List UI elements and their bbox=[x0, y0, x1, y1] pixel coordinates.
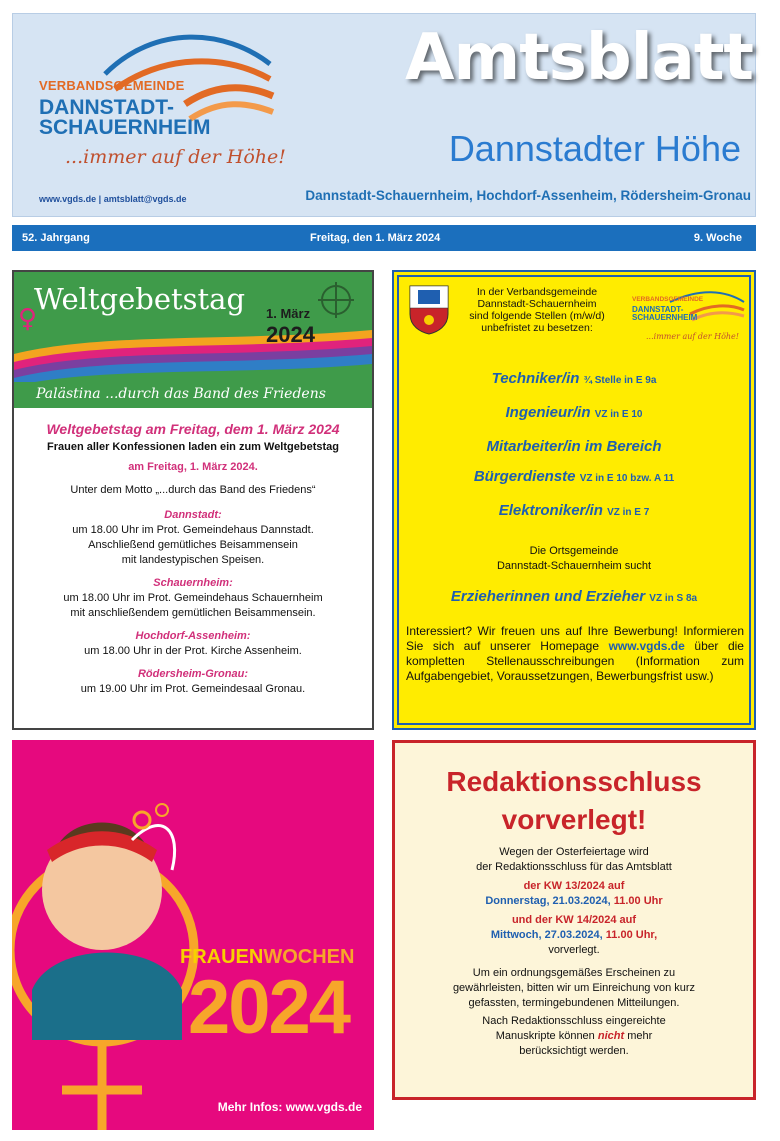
vg-logo bbox=[25, 34, 295, 209]
wgt-loc1-l2: Anschließend gemütliches Beisammensein bbox=[88, 539, 298, 551]
job-erzieher-detail: VZ in S 8a bbox=[649, 593, 698, 604]
weltgebetstag-banner bbox=[14, 272, 372, 408]
wgt-loc4: Rödersheim-Gronau: bbox=[137, 668, 248, 680]
page-subtitle: Dannstadter Höhe bbox=[448, 128, 741, 169]
job-erzieher bbox=[394, 588, 754, 605]
volume-label: 52. Jahrgang bbox=[22, 232, 90, 244]
wgt-loc2-l1: um 18.00 Uhr im Prot. Gemeindehaus Schauernheim bbox=[63, 592, 323, 604]
redaktion-l9: gewährleisten, bitten wir um Einreichung von kurz bbox=[452, 982, 696, 994]
job-techniker-detail: ¾ Stelle in E 9a bbox=[583, 375, 657, 386]
logo-name-line1: DANNSTADT- bbox=[39, 96, 174, 119]
job-techniker-title: Techniker/in bbox=[491, 370, 580, 387]
weltgebetstag-box bbox=[12, 270, 374, 730]
week-label: 9. Woche bbox=[693, 232, 742, 244]
frauenwochen-word-a: FRAUEN bbox=[180, 946, 264, 968]
jobs-mid-l2: Dannstadt-Schauernheim sucht bbox=[496, 560, 652, 572]
wgt-loc3-l1: um 18.00 Uhr in der Prot. Kirche Assenheim. bbox=[84, 645, 302, 657]
job-elektroniker-detail: VZ in E 7 bbox=[607, 507, 650, 518]
contact-line[interactable]: www.vgds.de | amtsblatt@vgds.de bbox=[39, 194, 187, 204]
redaktion-l6a: Mittwoch, 27.03.2024, bbox=[490, 929, 603, 941]
job-ingenieur-detail: VZ in E 10 bbox=[594, 409, 643, 420]
jobs-intro-l3: sind folgende Stellen (m/w/d) bbox=[469, 310, 605, 322]
wgt-banner-motto: Palästina ...durch das Band des Friedens bbox=[14, 382, 372, 408]
job-buergerdienste-title: Bürgerdienste bbox=[473, 468, 576, 485]
job-ingenieur bbox=[394, 404, 754, 421]
frauenwochen-poster bbox=[12, 740, 374, 1130]
jobs-intro bbox=[452, 286, 622, 334]
mini-org-line: VERBANDSGEMEINDE bbox=[632, 296, 704, 303]
jobs-intro-l2: Dannstadt-Schauernheim bbox=[477, 298, 597, 310]
redaktion-l6 bbox=[395, 928, 753, 943]
redaktion-l10: gefassten, termingebundenen Mitteilungen. bbox=[468, 997, 680, 1009]
wgt-loc1-l1: um 18.00 Uhr im Prot. Gemeindehaus Dannstadt. bbox=[72, 524, 314, 536]
redaktion-l7: vorverlegt. bbox=[548, 944, 600, 956]
jobs-url-link[interactable]: www.vgds.de bbox=[608, 639, 685, 653]
svg-text:♀: ♀ bbox=[18, 304, 38, 334]
logo-name bbox=[39, 98, 211, 138]
page-title: Amtsblatt bbox=[404, 21, 753, 95]
redaktion-l11: Nach Redaktionsschluss eingereichte bbox=[482, 1015, 666, 1027]
jobs-footer bbox=[406, 624, 744, 684]
places-line: Dannstadt-Schauernheim, Hochdorf-Assenheim, Rödersheim-Gronau bbox=[305, 188, 751, 203]
job-mitarbeiter: Mitarbeiter/in im Bereich bbox=[486, 438, 662, 455]
wgt-loc3: Hochdorf-Assenheim: bbox=[135, 630, 251, 642]
frauenwochen-info[interactable]: Mehr Infos: www.vgds.de bbox=[217, 1100, 362, 1114]
jobs-mid-l1: Die Ortsgemeinde bbox=[529, 545, 619, 557]
redaktion-l8: Um ein ordnungsgemäßes Erscheinen zu bbox=[472, 967, 676, 979]
mini-name-l1: DANNSTADT- bbox=[632, 305, 684, 314]
wgt-banner-title: Weltgebetstag bbox=[34, 282, 246, 316]
logo-name-line2: SCHAUERNHEIM bbox=[39, 116, 211, 139]
job-buergerdienste bbox=[394, 468, 754, 485]
wgt-loc2: Schauernheim: bbox=[153, 577, 233, 589]
redaktion-l12 bbox=[395, 1029, 753, 1044]
job-ingenieur-title: Ingenieur/in bbox=[505, 404, 591, 421]
jobs-intro-l4: unbefristet zu besetzen: bbox=[481, 322, 593, 334]
redaktion-l4 bbox=[395, 894, 753, 909]
jobs-foot-a: Interessiert? Wir freuen uns auf Ihre Bewerbung! Informieren Sie sich auf unserer Homepage bbox=[406, 624, 744, 653]
wgt-loc2-l2: mit anschließendem gemütlichen Beisammensein. bbox=[70, 607, 316, 619]
issue-bar bbox=[12, 225, 756, 251]
mini-name-l2: SCHAUERNHEIM bbox=[632, 313, 698, 322]
wgt-loc4-l1: um 19.00 Uhr im Prot. Gemeindesaal Gronau. bbox=[80, 683, 306, 695]
wgt-loc1-l3: mit landestypischen Speisen. bbox=[121, 554, 265, 566]
jobs-mid bbox=[394, 544, 754, 574]
redaktion-l1: Wegen der Osterfeiertage wird bbox=[499, 846, 649, 858]
wgt-banner-year: 2024 bbox=[266, 322, 315, 347]
redaktion-l12c: mehr bbox=[627, 1030, 653, 1042]
redaktion-title-l2: vorverlegt! bbox=[501, 804, 647, 835]
redaktion-l12a: Manuskripte können bbox=[495, 1030, 595, 1042]
job-elektroniker bbox=[394, 502, 754, 519]
redaktion-l4b: 11.00 Uhr bbox=[613, 895, 663, 907]
redaktion-l5: und der KW 14/2024 auf bbox=[511, 914, 637, 926]
redaktion-l4a: Donnerstag, 21.03.2024, bbox=[485, 895, 611, 907]
redaktionsschluss-notice bbox=[392, 740, 756, 1100]
frauenwochen-word-b: WOCHEN bbox=[263, 946, 355, 968]
redaktion-l3: der KW 13/2024 auf bbox=[523, 880, 625, 892]
mini-slogan: ...immer auf der Höhe! bbox=[646, 332, 740, 341]
logo-org-line: VERBANDSGEMEINDE bbox=[39, 78, 185, 93]
wgt-invite: Frauen aller Konfessionen laden ein zum Weltgebetstag bbox=[47, 441, 339, 453]
issue-date: Freitag, den 1. März 2024 bbox=[310, 232, 441, 244]
logo-slogan: ...immer auf der Höhe! bbox=[65, 146, 286, 168]
redaktion-title-l1: Redaktionsschluss bbox=[446, 766, 702, 797]
job-techniker bbox=[394, 370, 754, 387]
frauenwochen-year: 2024 bbox=[188, 965, 350, 1050]
redaktion-l2: der Redaktionsschluss für das Amtsblatt bbox=[476, 861, 672, 873]
job-buergerdienste-detail: VZ in E 10 bzw. A 11 bbox=[579, 473, 675, 484]
vg-mini-logo bbox=[630, 290, 746, 360]
wgt-heading: Weltgebetstag am Freitag, dem 1. März 2024 bbox=[46, 421, 340, 437]
wgt-motto-line: Unter dem Motto „...durch das Band des Friedens“ bbox=[70, 484, 316, 496]
jobs-intro-l1: In der Verbandsgemeinde bbox=[476, 286, 598, 298]
redaktion-l13: berücksichtigt werden. bbox=[519, 1045, 629, 1057]
job-erzieher-title: Erzieherinnen und Erzieher bbox=[450, 588, 646, 605]
redaktion-l12b: nicht bbox=[597, 1030, 625, 1042]
coat-of-arms-icon bbox=[408, 284, 450, 336]
venus-woman-illustration bbox=[12, 740, 374, 1130]
jobs-foot-b: über die kompletten Stellenausschreibungen (Information zum Aufgabengebiet, Voraussetzungen, Bewerbungsfrist usw.) bbox=[406, 639, 744, 683]
redaktion-text bbox=[395, 845, 753, 1059]
mini-name bbox=[632, 306, 697, 322]
redaktion-title bbox=[395, 763, 753, 839]
wgt-text bbox=[14, 422, 372, 697]
wgt-banner-date: 1. März bbox=[266, 306, 311, 321]
wgt-loc1: Dannstadt: bbox=[164, 509, 222, 521]
job-elektroniker-title: Elektroniker/in bbox=[498, 502, 603, 519]
masthead bbox=[12, 13, 756, 217]
wgt-date-line: am Freitag, 1. März 2024. bbox=[128, 461, 258, 473]
job-ad-box bbox=[392, 270, 756, 730]
redaktion-l6b: 11.00 Uhr, bbox=[605, 929, 658, 941]
